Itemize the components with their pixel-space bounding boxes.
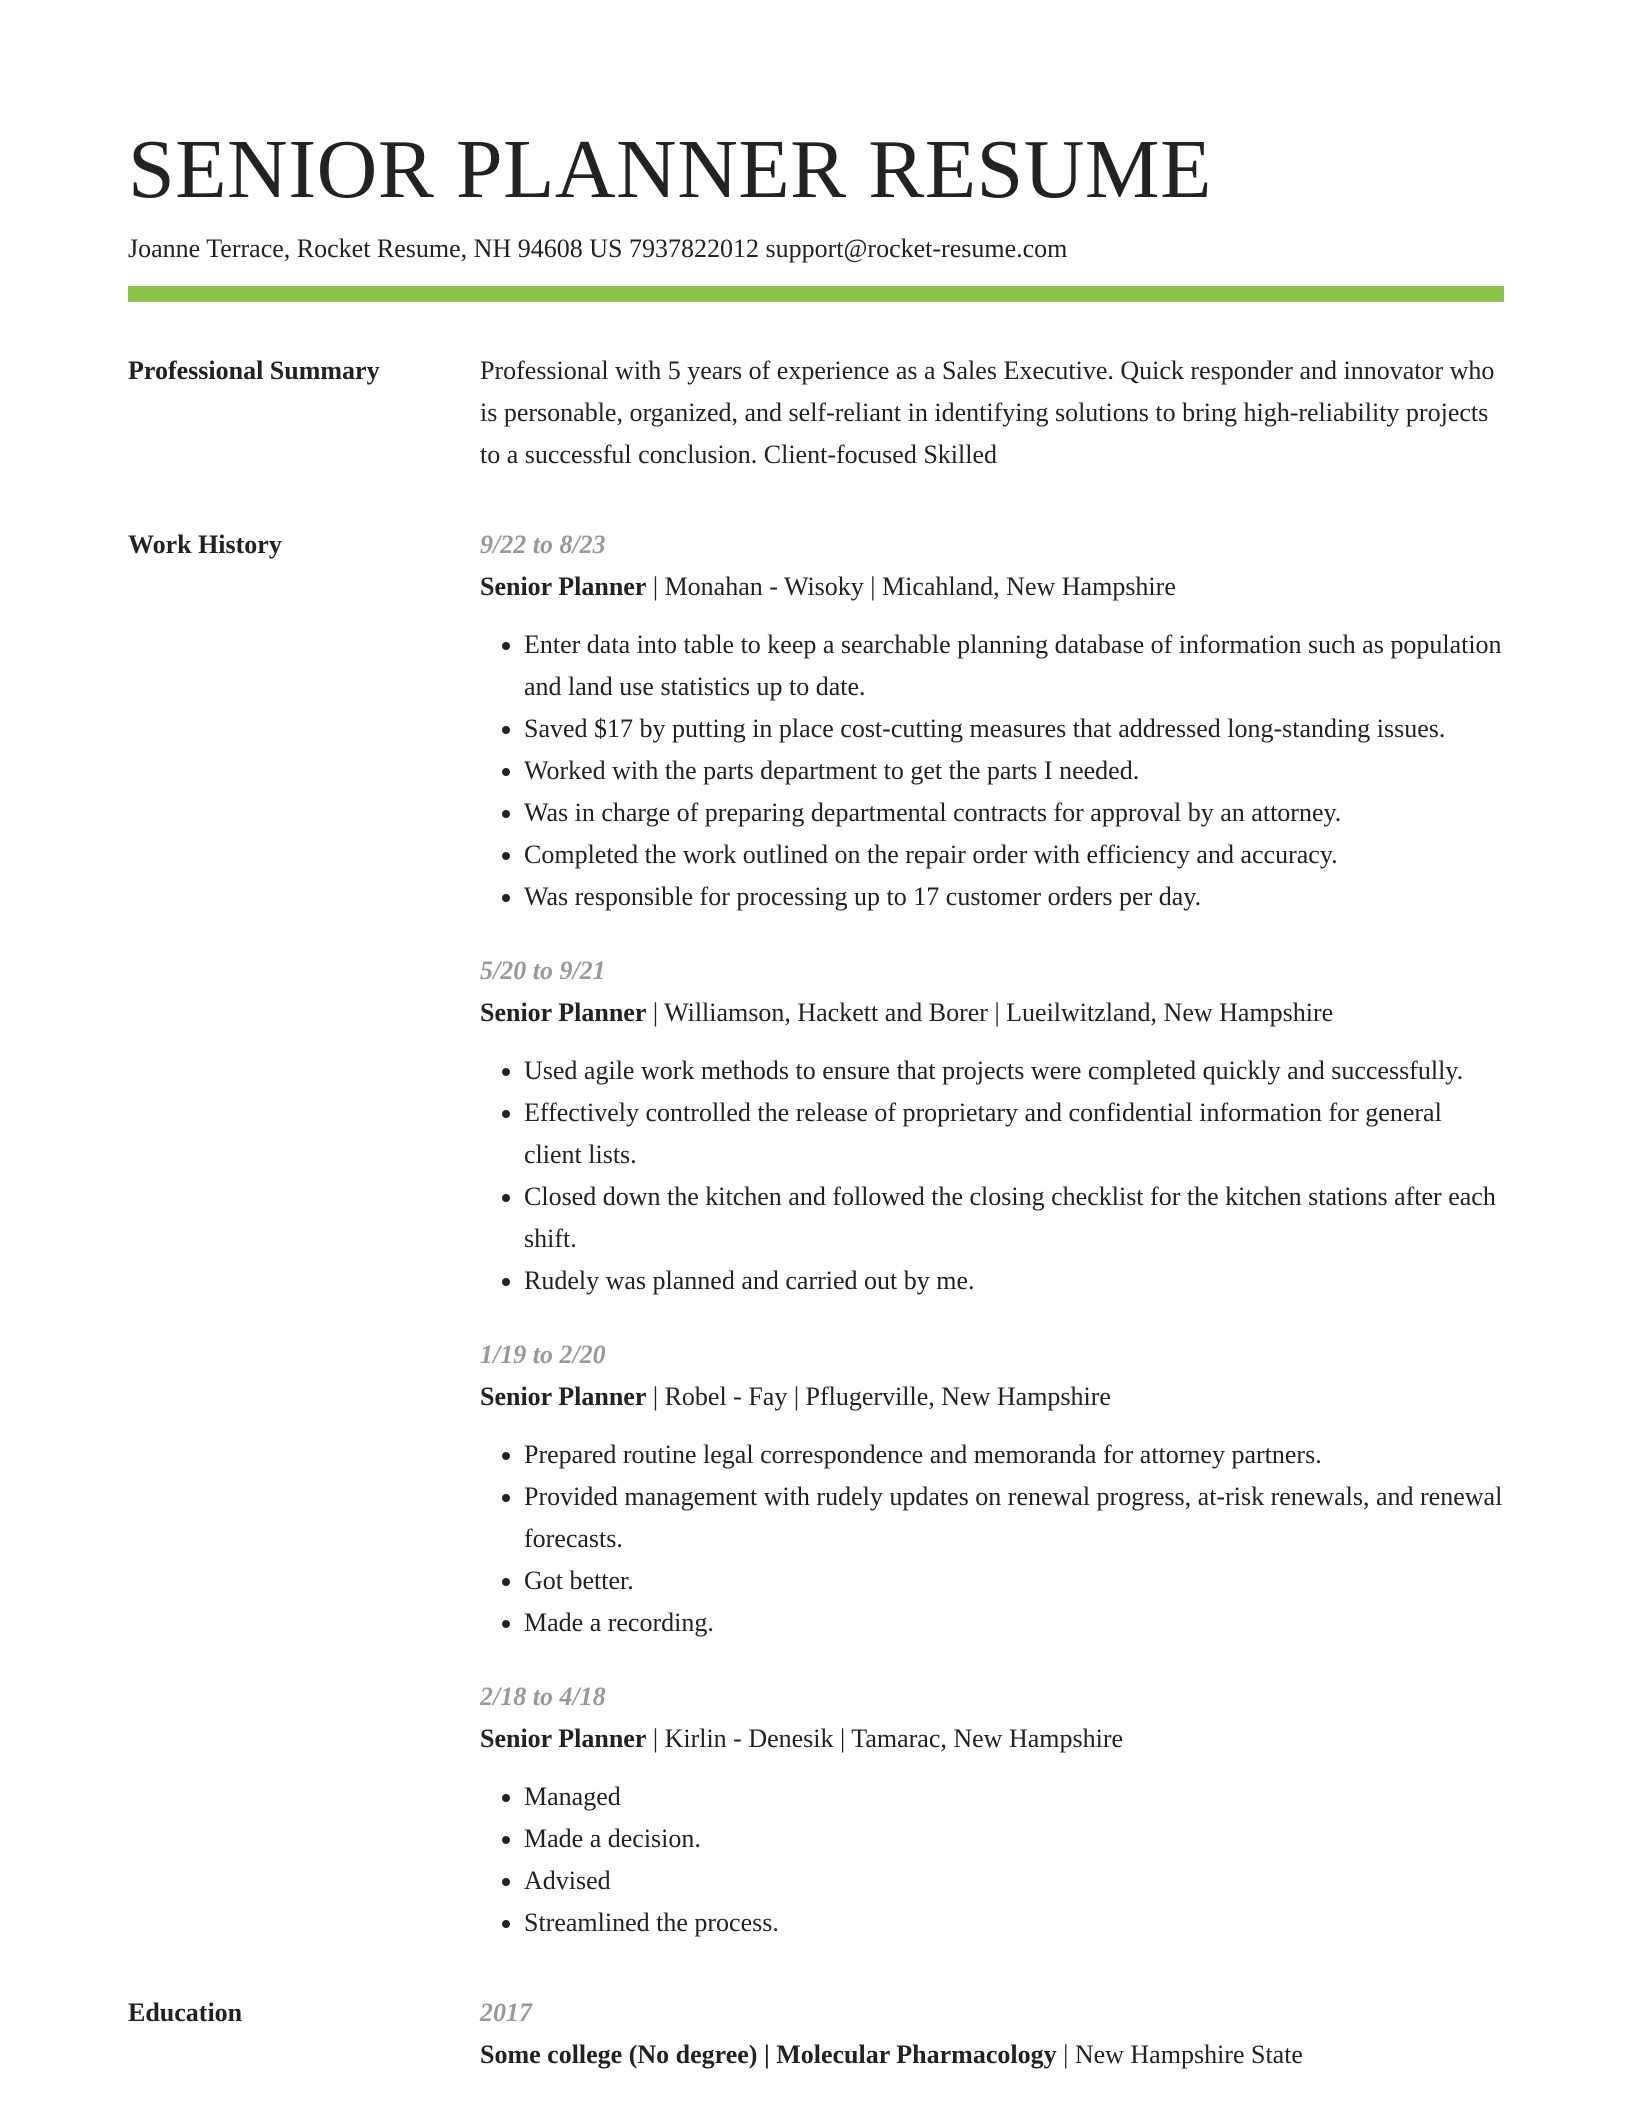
job-title: Senior Planner [480, 572, 647, 601]
list-item: • Completed the work outlined on the repair order with efficiency and accuracy. [524, 834, 1504, 876]
job-dates: 2/18 to 4/18 [480, 1682, 606, 1711]
education-school: | New Hampshire State [1056, 2040, 1303, 2069]
job-title: Senior Planner [480, 1382, 647, 1411]
education-degree: Some college (No degree) | Molecular Pharmacology [480, 2040, 1057, 2069]
list-item: • Got better. [524, 1560, 1504, 1602]
list-item: • Was responsible for processing up to 17 customer orders per day. [524, 876, 1504, 918]
job-entry [480, 1334, 1504, 1644]
contact-line: Joanne Terrace, Rocket Resume, NH 94608 US 7937822012 support@rocket-resume.com [128, 234, 1068, 263]
job-bullets [480, 1050, 1504, 1302]
job-entry [480, 1676, 1504, 1944]
job-details: | Williamson, Hackett and Borer | Lueilwitzland, New Hampshire [646, 998, 1334, 1027]
job-entry [480, 950, 1504, 1302]
list-item: • Made a recording. [524, 1602, 1504, 1644]
education-section [128, 1992, 1504, 2076]
resume-page [128, 0, 1504, 2076]
job-entry [480, 524, 1504, 918]
list-item: • Closed down the kitchen and followed the closing checklist for the kitchen stations after each shift. [524, 1176, 1504, 1260]
job-dates: 5/20 to 9/21 [480, 956, 606, 985]
list-item: • Effectively controlled the release of proprietary and confidential information for general client lists. [524, 1092, 1504, 1176]
accent-divider [128, 286, 1504, 302]
work-history-section [128, 524, 1504, 1944]
summary-text: Professional with 5 years of experience as a Sales Executive. Quick responder and innovator who is personable, organized, and self-reliant in identifying solutions to bring high-reliability projects to a successful conclusion. Client-focused Skilled [480, 356, 1495, 469]
job-title: Senior Planner [480, 1724, 647, 1753]
job-dates: 1/19 to 2/20 [480, 1340, 606, 1369]
job-title: Senior Planner [480, 998, 647, 1027]
list-item: • Enter data into table to keep a searchable planning database of information such as population and land use statistics up to date. [524, 624, 1504, 708]
list-item: • Used agile work methods to ensure that projects were completed quickly and successfully. [524, 1050, 1504, 1092]
work-history-heading: Work History [128, 530, 282, 559]
list-item: • Prepared routine legal correspondence and memoranda for attorney partners. [524, 1434, 1504, 1476]
education-heading: Education [128, 1998, 243, 2027]
job-details: | Kirlin - Denesik | Tamarac, New Hampshire [646, 1724, 1124, 1753]
list-item: • Rudely was planned and carried out by me. [524, 1260, 1504, 1302]
education-line [480, 2034, 1504, 2076]
summary-heading: Professional Summary [128, 356, 380, 385]
job-heading [480, 566, 1504, 608]
job-dates: 9/22 to 8/23 [480, 530, 606, 559]
list-item: • Streamlined the process. [524, 1902, 1504, 1944]
education-dates: 2017 [480, 1998, 532, 2027]
job-bullets [480, 1776, 1504, 1944]
job-bullets [480, 624, 1504, 918]
summary-section [128, 350, 1504, 476]
list-item: • Was in charge of preparing departmental contracts for approval by an attorney. [524, 792, 1504, 834]
job-heading [480, 1376, 1504, 1418]
list-item: • Advised [524, 1860, 1504, 1902]
job-heading [480, 1718, 1504, 1760]
list-item: • Managed [524, 1776, 1504, 1818]
job-heading [480, 992, 1504, 1034]
list-item: • Made a decision. [524, 1818, 1504, 1860]
list-item: • Saved $17 by putting in place cost-cutting measures that addressed long-standing issues. [524, 708, 1504, 750]
resume-title: SENIOR PLANNER RESUME [128, 123, 1212, 216]
work-history-list [480, 524, 1504, 1944]
job-details: | Robel - Fay | Pflugerville, New Hampshire [646, 1382, 1111, 1411]
job-details: | Monahan - Wisoky | Micahland, New Hampshire [646, 572, 1176, 601]
job-bullets [480, 1434, 1504, 1644]
list-item: • Worked with the parts department to get the parts I needed. [524, 750, 1504, 792]
list-item: • Provided management with rudely updates on renewal progress, at-risk renewals, and renewal forecasts. [524, 1476, 1504, 1560]
